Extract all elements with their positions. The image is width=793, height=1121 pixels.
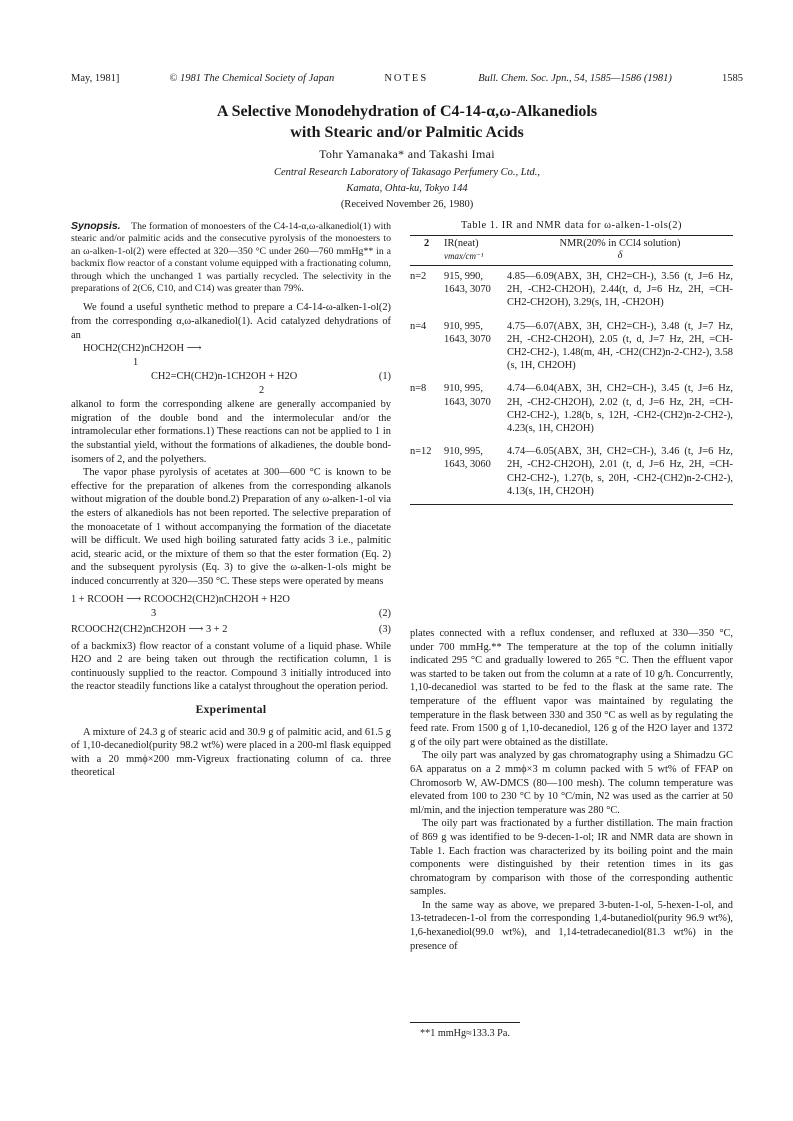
left-column <box>71 220 391 780</box>
table-header-nmr <box>507 238 733 262</box>
eq2-label: 3 <box>151 607 157 619</box>
body-paragraph-9: In the same way as above, we prepared 3-buten-1-ol, 5-hexen-1-ol, and 13-tetradecen-1-ol from the corresponding 1,4-butanediol(purity 96.9 wt%), 1,6-hexanediol(99.0 wt%), and 1,14-tetradecanediol(81.3 wt%) in the presence of <box>410 899 733 952</box>
article-title <box>71 101 743 143</box>
table-1 <box>410 220 733 505</box>
table-cell-ir: 910, 995, 1643, 3070 <box>444 383 491 408</box>
eq1-number: (1) <box>378 371 391 383</box>
synopsis-text: The formation of monoesters of the C4-14-α,ω-alkanediol(1) with stearic and/or palmitic acids and the consecutive pyrolysis of the monoesters to an ω-alken-1-ol(2) were effected at 320—350 °C under 260—760 mmHg** in a backmix flow reactor of a constant volume equipped with a fractionating column, through which the unchanged 1 was partially recycled. The selectivity in the preparations of 2(C6, C10, and C14) was greater than 79%. <box>71 221 391 295</box>
table-row <box>410 266 733 316</box>
table-header-ir-line2: νmax/cm⁻¹ <box>444 251 484 261</box>
eq2-number: (2) <box>378 607 391 619</box>
table-caption: Table 1. IR and NMR data for ω-alken-1-ols(2) <box>460 220 683 231</box>
body-paragraph-6: plates connected with a reflux condenser, and refluxed at 330—350 °C, under 700 mmHg.** The temperature at the top of the column initially indicated 295 °C and gradually lowered to 265 °C. Then the effluent vapor was started to be taken out from the column at a rate of 10 g/h. Concurrently, 1,10-decanediol was started to be fed to the flask at the same rate. The temperature of the effluent vapor was maintained by regulating the temperature in the flask between 330 and 350 °C as well as by regulating the feed rate. From 1500 g of 1,10-decanediol, 126 g of the H2O layer and 1372 g of the oily part were obtained as the distillate. <box>410 628 733 748</box>
table-header-nmr-line1: NMR(20% in CCl4 solution) <box>559 238 681 249</box>
body-paragraph-2: alkanol to form the corresponding alkene are generally accompanied by migration of the double bond and the intermolecular and/or the intramolecular ether formations.1) These reactions can not be applied to 1 in the substantial yield, without the formations of alkadienes, the double bond-isomers of 2, and the polyethers. <box>71 399 391 465</box>
table-cell-nmr: 4.74—6.05(ABX, 3H, CH2=CH-), 3.46 (t, J=6 Hz, 2H, -CH2-CH2OH), 2.01 (t, d, J=6 Hz, 2H, =CH-CH2-CH2-), 1.27(b, s, 20H, -CH2-(CH2)n-2-CH2-), 4.13(s, 1H, CH2OH) <box>507 446 733 497</box>
page-number: 1585 <box>722 73 743 84</box>
table-cell-ir: 910, 995, 1643, 3070 <box>444 320 491 345</box>
table-row <box>410 378 733 441</box>
issue-date: May, 1981] <box>71 73 120 84</box>
running-header <box>71 73 743 89</box>
table-header-ir <box>444 238 507 262</box>
body-paragraph-5: A mixture of 24.3 g of stearic acid and 30.9 g of palmitic acid, and 61.5 g of 1,10-decanediol(purity 98.2 wt%) were placed in a 200-ml flask equipped with a 20 mmϕ×200 mm-Vigreux fractionating column of ca. three theoretical <box>71 726 391 779</box>
eq1-reactant: HOCH2(CH2)nCH2OH ⟶ <box>83 343 202 355</box>
affiliation-line-2: Kamata, Ohta-ku, Tokyo 144 <box>346 183 468 194</box>
table-cell-n: n=4 <box>410 320 427 332</box>
affiliation-line-1: Central Research Laboratory of Takasago Perfumery Co., Ltd., <box>273 167 541 178</box>
table-row <box>410 316 733 379</box>
table-cell-ir: 910, 995, 1643, 3060 <box>444 446 491 471</box>
equation-2 <box>71 593 391 621</box>
table-cell-n: n=8 <box>410 383 427 395</box>
body-paragraph-4: of a backmix3) flow reactor of a constant volume of a liquid phase. While H2O and 2 are being taken out through the rectification column, 1 is continuously supplied to the reactor. Compound 3 initially introduced into the reactor steadily functions like a catalyst throughout the operation period. <box>71 640 391 693</box>
table-cell-n: n=2 <box>410 271 427 282</box>
synopsis-label: Synopsis. <box>71 220 121 232</box>
table-header-ir-line1: IR(neat) <box>444 238 479 249</box>
table-cell-nmr: 4.85—6.09(ABX, 3H, CH2=CH-), 3.56 (t, J=6 Hz, 2H, -CH2-CH2OH), 2.44(t, d, J=6 Hz, 2H, =CH-CH2-CH2OH), 3.29(s, 1H, -CH2OH) <box>507 271 733 309</box>
equation-3 <box>71 623 391 637</box>
table-cell-ir: 915, 990, 1643, 3070 <box>444 271 491 296</box>
table-header <box>410 236 733 265</box>
table-header-compound: 2 <box>424 238 430 249</box>
eq2-text: 1 + RCOOH ⟶ RCOOCH2(CH2)nCH2OH + H2O <box>71 593 290 605</box>
copyright-notice: © 1981 The Chemical Society of Japan <box>169 73 335 84</box>
eq1-reactant-label: 1 <box>133 357 139 369</box>
table-header-nmr-line2: δ <box>617 250 623 261</box>
title-line-1: A Selective Monodehydration of C4-14-α,ω-Alkanediols <box>216 103 598 120</box>
section-label: NOTES <box>384 73 429 84</box>
footnote-text: **1 mmHg≈133.3 Pa. <box>420 1028 510 1039</box>
body-paragraph-7: The oily part was analyzed by gas chromatography using a Shimadzu GC 6A apparatus on a 2 mmϕ×3 m column packed with 5 wt% of FFAP on Chromosorb W, AW-DMCS (80—100 mesh). The column temperature was elevated from 100 to 230 °C by 10 °C/min, N2 was used as the carrier at 50 ml/min, and the injection temperature was 280 °C. <box>410 750 733 816</box>
eq1-product: CH2=CH(CH2)n-1CH2OH + H2O <box>151 371 298 383</box>
body-paragraph-3: The vapor phase pyrolysis of acetates at 300—600 °C is known to be effective for the preparation of alkenes from the corresponding alkanols without migration of the double bond.2) Preparation of any ω-alken-1-ol via the esters of alkanediols has not been reported. The selective preparation of the monoacetate of 1 without accompanying the formation of the diacetate will be difficult. We used high boiling saturated fatty acids 3 i.e., palmitic acid, stearic acid, or the mixture of them so that the ester formation (Eq. 2) and the subsequent pyrolysis (Eq. 3) to give the ω-alken-1-ols might be induced concurrently at 320—350 °C. These steps were operated by means <box>71 467 391 587</box>
title-line-2: with Stearic and/or Palmitic Acids <box>290 124 524 141</box>
right-column <box>410 627 733 953</box>
experimental-heading: Experimental <box>195 703 267 716</box>
equation-1 <box>71 342 391 398</box>
eq3-number: (3) <box>378 623 391 635</box>
synopsis <box>71 220 391 295</box>
body-paragraph-8: The oily part was fractionated by a further distillation. The main fraction of 869 g was identified to be 9-decen-1-ol; IR and NMR data are shown in Table 1. Each fraction was characterized by its boiling point and the main components were distinguished by their retention times in its gas chromatogram by comparison with those of the corresponding authentic samples. <box>410 818 733 898</box>
footnote <box>410 1022 733 1039</box>
table-cell-nmr: 4.75—6.07(ABX, 3H, CH2=CH-), 3.48 (t, J=7 Hz, 2H, -CH2-CH2OH), 2.05 (t, d, J=7 Hz, 2H, =CH-CH2-CH2-), 1.48(m, 4H, -CH2(CH2)n-2-CH2-), 3.58 (s, 1H, CH2OH) <box>507 320 733 372</box>
table-row <box>410 441 733 504</box>
eq3-text: RCOOCH2(CH2)nCH2OH ⟶ 3 + 2 <box>71 623 228 635</box>
received-date: (Received November 26, 1980) <box>340 199 474 210</box>
table-cell-n: n=12 <box>410 446 432 458</box>
body-paragraph-1: We found a useful synthetic method to prepare a C4-14-ω-alken-1-ol(2) from the corresponding α,ω-alkanediol(1). Acid catalyzed dehydrations of an <box>71 302 391 341</box>
authors: Tohr Yamanaka* and Takashi Imai <box>319 147 495 161</box>
eq1-product-label: 2 <box>259 385 265 397</box>
citation: Bull. Chem. Soc. Jpn., 54, 1585—1586 (1981) <box>478 73 672 84</box>
table-cell-nmr: 4.74—6.04(ABX, 3H, CH2=CH-), 3.45 (t, J=6 Hz, 2H, -CH2-CH2OH), 2.02 (t, d, J=6 Hz, 2H, =CH-CH2-CH2-), 1.28(b, s, 12H, -CH2-(CH2)n-2-CH2-), 4.23(s, 1H, CH2OH) <box>507 383 733 435</box>
